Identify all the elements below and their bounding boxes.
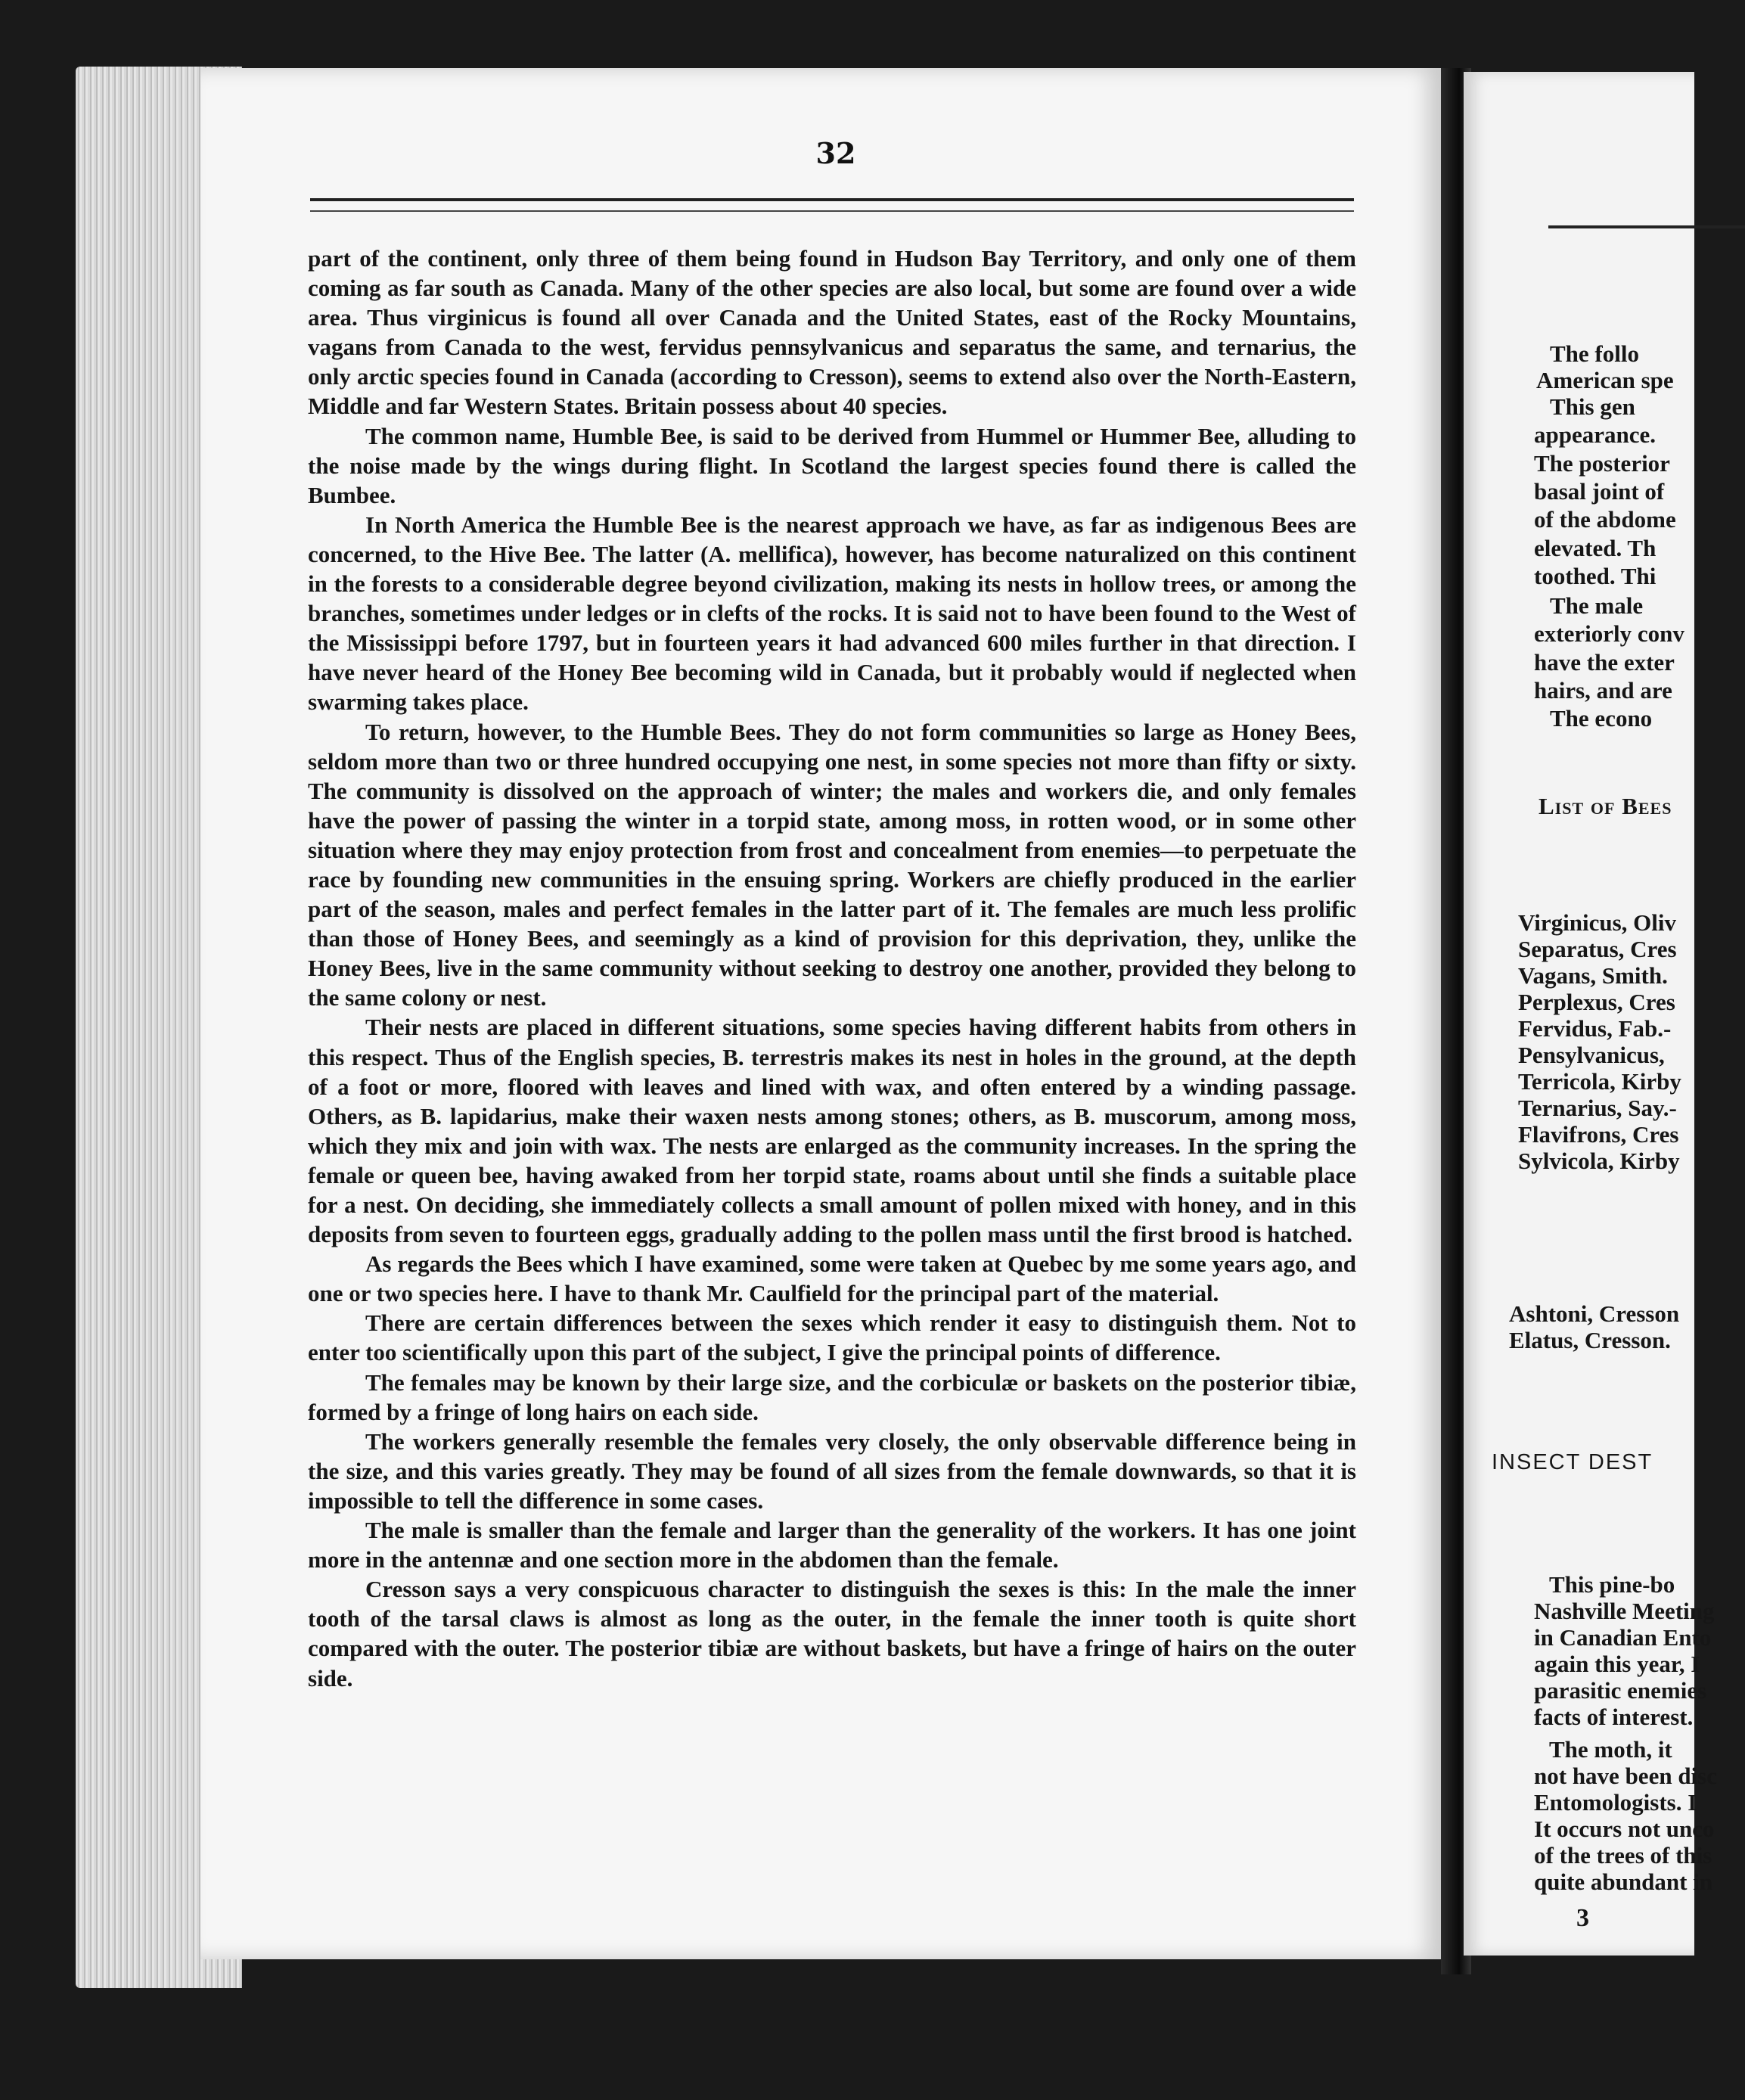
list-item: Ternarius, Say.- — [1518, 1095, 1677, 1121]
right-line: This pine-bo — [1549, 1571, 1675, 1598]
right-line: quite abundant in — [1534, 1869, 1713, 1895]
right-line: Nashville Meeting — [1534, 1598, 1715, 1624]
right-line: in Canadian Ento — [1534, 1624, 1712, 1651]
right-line: of the trees of this — [1534, 1842, 1712, 1869]
right-line: It occurs not unco — [1534, 1816, 1715, 1842]
right-line: hairs, and are — [1534, 677, 1672, 704]
right-line: This gen — [1550, 393, 1635, 420]
paragraph: Cresson says a very conspicuous character to distinguish the sexes is this: In the male the inner tooth of the tarsal claws is almost as long as the outer, in the female the inner tooth is quite short compared with the outer. The posterior tibiæ are without baskets, but have a fringe of hairs on the outer side. — [308, 1576, 1356, 1691]
right-header-rule — [1548, 225, 1745, 228]
right-line: The follo — [1550, 340, 1639, 367]
right-line: exteriorly conv — [1534, 620, 1684, 647]
right-line: appearance. — [1534, 421, 1657, 448]
right-line: of the abdome — [1534, 506, 1676, 533]
list-item: Pensylvanicus, — [1518, 1042, 1665, 1068]
section-heading: INSECT DEST — [1492, 1450, 1653, 1474]
paragraph: The workers generally resemble the females very closely, the only observable difference being in the size, and this varies greatly. They may be found of all sizes from the female downwards, so that it is impossible to tell the difference in some cases. — [308, 1427, 1356, 1514]
paragraph: part of the continent, only three of them being found in Hudson Bay Territory, and only one of them coming as far south as Canada. Many of the other species are also local, but some are found over a wide area. Thus virginicus is found all over Canada and the United States, east of the Rocky Mountains, vagans from Canada to the west, fervidus pennsylvanicus and separatus the same, and ternarius, the only arctic species found in Canada (according to Cresson), seems to extend also over the North-Eastern, Middle and far Western States. Britain possess about 40 species. — [308, 245, 1356, 420]
right-line: have the exter — [1534, 649, 1675, 676]
paragraph: The females may be known by their large size, and the corbiculæ or baskets on the posterior tibiæ, formed by a fringe of long hairs on each side. — [308, 1368, 1356, 1425]
paragraph: The male is smaller than the female and larger than the generality of the workers. It has one joint more in the antennæ and one section more in the abdomen than the female. — [308, 1517, 1356, 1573]
list-item: Vagans, Smith. — [1518, 962, 1668, 989]
main-text — [308, 244, 1356, 1693]
page-number: 32 — [815, 136, 856, 170]
right-line: facts of interest. — [1534, 1704, 1694, 1730]
right-line: basal joint of — [1534, 478, 1665, 505]
list-item: Separatus, Cres — [1518, 936, 1677, 962]
list-item: Fervidus, Fab.- — [1518, 1015, 1672, 1042]
paragraph: To return, however, to the Humble Bees. They do not form communities so large as Honey Bees, seldom more than two or three hundred occupying one nest, in some species not more than fifty or sixty. The community is dissolved on the approach of winter; the males and workers die, and only females have the power of passing the winter in a torpid state, among moss, in rotten wood, or in some other situation where they may enjoy protection from frost and concealment from enemies—to perpetuate the race by founding new communities in the ensuing spring. Workers are chiefly produced in the earlier part of the season, males and perfect females in the latter part of it. The females are much less prolific than those of Honey Bees, and seemingly as a kind of provision for this deprivation, they, unlike the Honey Bees, live in the same community without seeking to destroy one another, provided they belong to the same colony or nest. — [308, 718, 1356, 1011]
header-rule — [310, 198, 1354, 212]
list-item: Flavifrons, Cres — [1518, 1121, 1679, 1148]
right-line: The male — [1550, 592, 1644, 619]
list-item: Terricola, Kirby — [1518, 1068, 1681, 1095]
right-page-number: 3 — [1576, 1904, 1589, 1932]
right-line: Entomologists. I — [1534, 1789, 1697, 1816]
right-line: parasitic enemies — [1534, 1677, 1707, 1704]
right-line: not have been disc — [1534, 1763, 1717, 1789]
right-line: elevated. Th — [1534, 535, 1657, 561]
list-item: Perplexus, Cres — [1518, 989, 1675, 1015]
right-page — [1464, 72, 1717, 1956]
list-item: Sylvicola, Kirby — [1518, 1148, 1680, 1174]
list-heading: List of Bees — [1539, 793, 1672, 819]
paragraph: As regards the Bees which I have examined, some were taken at Quebec by me some years ago, and one or two species here. I have to thank Mr. Caulfield for the principal part of the material. — [308, 1250, 1356, 1307]
right-line: American spe — [1536, 367, 1674, 393]
right-line: again this year, I — [1534, 1651, 1700, 1677]
paragraph: There are certain differences between the sexes which render it easy to distinguish them. Not to enter too scientifically upon this part of the subject, I give the principal points of difference. — [308, 1309, 1356, 1366]
paragraph: Their nests are placed in different situations, some species having different habits from others in this respect. Thus of the English species, B. terrestris makes its nest in holes in the ground, at the depth of a foot or more, floored with leaves and lined with wax, and often entered by a winding passage. Others, as B. lapidarius, make their waxen nests among stones; others, as B. muscorum, among moss, which they mix and join with wax. The nests are enlarged as the community increases. In the spring the female or queen bee, having awaked from her torpid state, roams about until she finds a suitable place for a nest. On deciding, she immediately collects a small amount of pollen mixed with honey, and in this deposits from seven to fourteen eggs, gradually adding to the pollen mass until the first brood is hatched. — [308, 1014, 1356, 1248]
right-line: The posterior — [1534, 450, 1670, 477]
paragraph: In North America the Humble Bee is the nearest approach we have, as far as indigenous Bees are concerned, to the Hive Bee. The latter (A. mellifica), however, has become naturalized on this continent in the forests to a considerable degree beyond civilization, making its nests in hollow trees, or among the branches, sometimes under ledges or in clefts of the rocks. It is said not to have been found to the West of the Mississippi before 1797, but in fourteen years it had advanced 600 miles further in that direction. I have never heard of the Honey Bee becoming wild in Canada, but it probably would if neglected when swarming takes place. — [308, 511, 1356, 716]
list-item: Elatus, Cresson. — [1509, 1327, 1671, 1353]
list-item: Virginicus, Oliv — [1518, 909, 1676, 936]
right-line: toothed. Thi — [1534, 563, 1657, 589]
list-item: Ashtoni, Cresson — [1509, 1300, 1680, 1327]
right-line: The moth, it — [1549, 1736, 1672, 1763]
paragraph: The common name, Humble Bee, is said to be derived from Hummel or Hummer Bee, alluding to the noise made by the wings during flight. In Scotland the largest species found there is called the Bumbee. — [308, 422, 1356, 508]
right-line: The econo — [1550, 705, 1653, 732]
